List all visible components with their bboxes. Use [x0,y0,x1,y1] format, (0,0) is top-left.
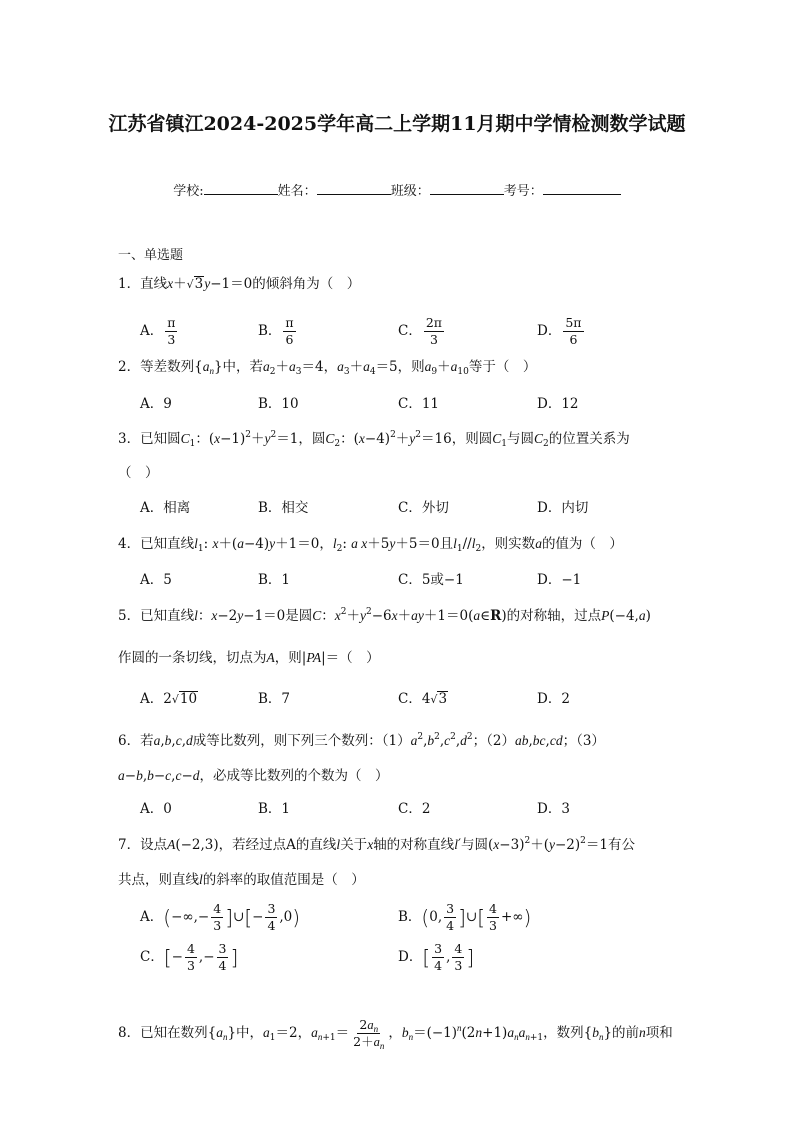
q1-option-a[interactable]: A． $\frac{\pi}{3}$ [140,315,176,347]
question-7: 7．设点A(−2,3)，若经过点A的直线l关于x轴的对称直线l′与圆$(x-3)^2+(y-2)^2=1$有公 [118,836,635,853]
q6-option-a[interactable]: A．0 [140,801,172,817]
class-blank[interactable] [430,182,504,195]
question-4: 4．已知直线$l_1$: x＋(a−4)y＋1＝0，$l_2$: a x＋5y＋5＝0且$l_1//l_2$，则实数a的值为（ ） [118,536,623,554]
q7-option-c[interactable]: C．[− $\frac{4}{3}$ ,− $\frac{3}{4}$ ] [140,941,239,973]
q4-option-d[interactable]: D．−1 [537,572,582,588]
q5-option-b[interactable]: B．7 [258,691,291,707]
q3-option-d[interactable]: D．内切 [537,500,589,516]
class-label: 班级： [390,184,430,199]
q4-option-a[interactable]: A．5 [140,572,172,588]
q6-option-b[interactable]: B．1 [258,801,291,817]
school-label: 学校: [173,184,204,199]
name-label: 姓名： [277,184,317,199]
question-3: 3．已知圆$C_1$：$(x-1)^2+y^2=1$，圆$C_2$：$(x-4)^2+y^2=16$，则圆$C_1$与圆$C_2$的位置关系为 [118,430,630,449]
q3-option-a[interactable]: A．相离 [140,500,191,516]
question-2: 2．等差数列$\{a_n\}$中，若$a_2+a_3=4$，$a_3+a_4=5$，则$a_9+a_{10}$等于（ ） [118,359,537,377]
q4-option-b[interactable]: B．1 [258,572,291,588]
q2-option-a[interactable]: A．9 [140,396,172,412]
section-heading: 一、单选题 [118,248,184,263]
question-1: 1．直线x＋√3y−1＝0的倾斜角为（ ） [118,276,361,292]
question-5-line-2: 作圆的一条切线，切点为A，则|PA|＝（ ） [118,650,380,666]
school-blank[interactable] [204,182,278,195]
q3-option-c[interactable]: C．外切 [398,500,449,516]
q7-option-b[interactable]: B．(0, $\frac{3}{4}$ ]∪[ $\frac{4}{3}$ +∞) [398,901,532,933]
exam-number-blank[interactable] [543,182,621,195]
q6-option-d[interactable]: D．3 [537,801,570,817]
q5-option-a[interactable]: A．2√10 [140,691,198,707]
q1-option-d[interactable]: D． $\frac{5\pi}{6}$ [537,315,582,347]
q3-option-b[interactable]: B．相交 [258,500,309,516]
q1-option-c[interactable]: C． $\frac{2\pi}{3}$ [398,315,443,347]
question-3-line-2: （ ） [118,465,159,481]
q5-option-c[interactable]: C．4√3 [398,691,448,707]
q6-option-c[interactable]: C．2 [398,801,431,817]
question-7-line-2: 共点，则直线l的斜率的取值范围是（ ） [118,872,365,888]
question-6-line-2: a−b,b−c,c−d，必成等比数列的个数为（ ） [118,768,389,784]
q2-option-c[interactable]: C．11 [398,396,440,412]
q4-option-c[interactable]: C．5或−1 [398,572,464,588]
q2-option-b[interactable]: B．10 [258,396,299,412]
q7-option-d[interactable]: D．[ $\frac{3}{4}$ , $\frac{4}{3}$ ] [398,941,475,973]
exam-number-label: 考号： [503,184,543,199]
student-info-line [0,180,794,199]
question-6: 6．若a,b,c,d成等比数列，则下列三个数列：$(1)a^2,b^2,c^2,d^2$；（2）ab,bc,cd；（3） [118,732,605,749]
page-title: 江苏省镇江2024-2025学年高二上学期11月期中学情检测数学试题 [108,113,686,135]
q7-option-a[interactable]: A．(−∞,− $\frac{4}{3}$ ]∪[− $\frac{3}{4}$ ,0) [140,901,301,933]
question-8: 8．已知在数列$\{a_n\}$中，$a_1=2$，$a_{n+1}=$ $\frac{2a_n}{2+a_n}$ ，$b_n=(-1)^n(2n+1)a_na_{n+1}$，数列$\{b_n\}$的前n项和 [118,1017,673,1051]
q1-option-b[interactable]: B． $\frac{\pi}{6}$ [258,315,294,347]
question-5: 5．已知直线l：x−2y−1＝0是圆C：$x^2+y^2-6x+ay+1=0(a\in R)$的对称轴，过点P(−4,a) [118,607,651,624]
name-blank[interactable] [317,182,391,195]
q2-option-d[interactable]: D．12 [537,396,579,412]
q5-option-d[interactable]: D．2 [537,691,570,707]
